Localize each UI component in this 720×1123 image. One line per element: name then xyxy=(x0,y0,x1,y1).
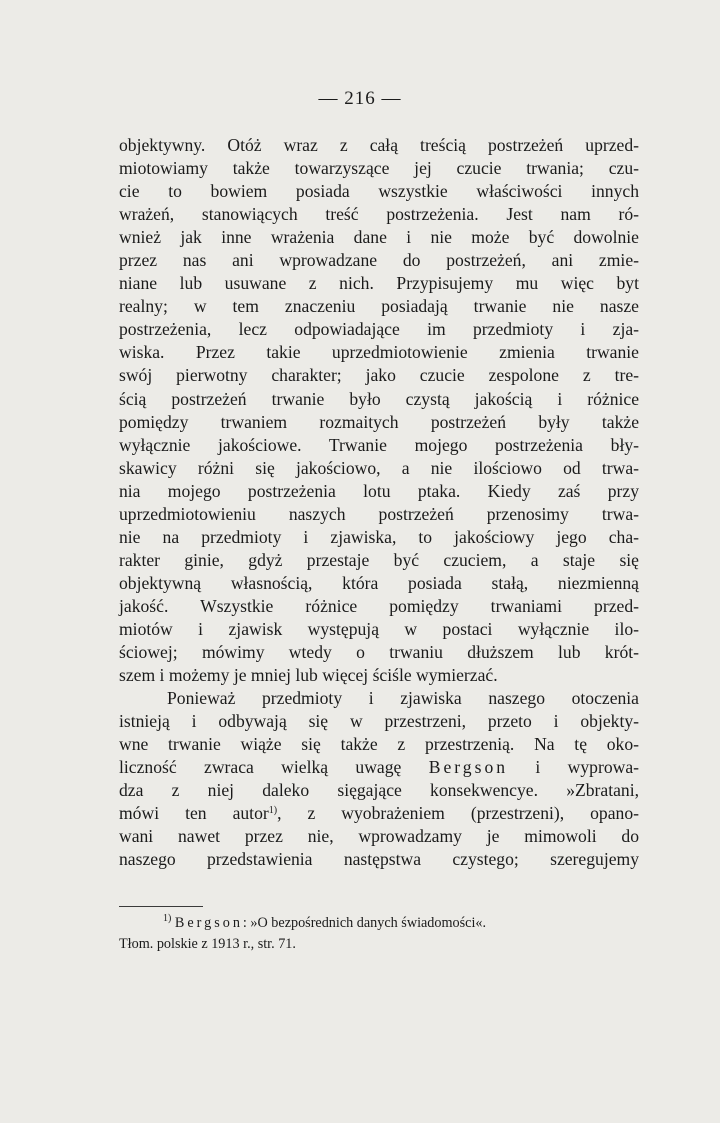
footnotes xyxy=(119,913,639,955)
footnote-line: Tłom. polskie z 1913 r., str. 71. xyxy=(119,936,296,952)
text-line: Ponieważ przedmioty i zjawiska naszego otoczenia xyxy=(167,688,639,709)
text-line: wnież jak inne wrażenia dane i nie może być dowolnie xyxy=(119,227,639,248)
text-line: wyłącznie jakościowe. Trwanie mojego postrzeżenia bły- xyxy=(119,434,639,455)
text-line: uprzedmiotowieniu naszych postrzeżeń przenosimy trwa- xyxy=(119,503,639,524)
text-line: istnieją i odbywają się w przestrzeni, przeto i objekty- xyxy=(119,711,639,732)
text-line: dza z niej daleko sięgające konsekwencye. »Zbratani, xyxy=(119,780,639,801)
text-line: szem i możemy je mniej lub więcej ściśle wymierzać. xyxy=(119,665,498,686)
text-line: wiska. Przez takie uprzedmiotowienie zmienia trwanie xyxy=(119,342,639,363)
footnote-title: : »O bezpośrednich danych świadomości«. xyxy=(242,915,487,931)
author-name: Bergson xyxy=(428,757,509,778)
text-line: miotowiamy także towarzyszące jej czucie trwania; czu- xyxy=(119,158,639,179)
text-line: rakter ginie, gdyż przestaje być czuciem, a staje się xyxy=(119,549,639,570)
text-line: przez nas ani wprowadzane do postrzeżeń, ani zmie- xyxy=(119,250,639,271)
text-line: swój pierwotny charakter; jako czucie zespolone z tre- xyxy=(119,365,639,386)
text-segment: mówi ten autor xyxy=(119,803,269,824)
footnote-line xyxy=(119,913,639,934)
footnote-reference: 1) xyxy=(268,805,278,817)
text-line: wrażeń, stanowiących treść postrzeżenia. Jest nam ró- xyxy=(119,204,639,225)
body-text xyxy=(119,134,639,872)
page-number: — 216 — xyxy=(318,88,402,109)
text-line xyxy=(119,802,639,825)
text-line: wani nawet przez nie, wprowadzamy je mimowoli do xyxy=(119,826,639,847)
text-line: skawicy różni się jakościowo, a nie ilościowo od trwa- xyxy=(119,457,639,478)
text-line: pomiędzy trwaniem rozmaitych postrzeżeń były także xyxy=(119,411,639,432)
text-line: miotów i zjawisk występują w postaci wyłącznie ilo- xyxy=(119,618,639,639)
footnote-author: Bergson xyxy=(174,915,243,931)
footnote-divider xyxy=(119,906,203,907)
text-line: niane lub usuwane z nich. Przypisujemy mu więc byt xyxy=(119,273,639,294)
paragraph-1 xyxy=(119,134,639,687)
text-segment: liczność zwraca wielką uwagę xyxy=(119,757,429,778)
text-line: objektywną własnością, która posiada stałą, niezmienną xyxy=(119,572,639,593)
text-line xyxy=(119,756,639,779)
text-line: jakość. Wszystkie różnice pomiędzy trwaniami przed- xyxy=(119,595,639,616)
text-line: postrzeżenia, lecz odpowiadające im przedmioty i zja- xyxy=(119,319,639,340)
text-line: cie to bowiem posiada wszystkie właściwości innych xyxy=(119,181,639,202)
text-line: ścią postrzeżeń trwanie było czystą jakością i różnice xyxy=(119,388,639,409)
text-line: nia mojego postrzeżenia lotu ptaka. Kiedy zaś przy xyxy=(119,480,639,501)
text-segment: , z wyobrażeniem (przestrzeni), opano- xyxy=(277,803,639,824)
text-line: objektywny. Otóż wraz z całą treścią postrzeżeń uprzed- xyxy=(119,135,639,155)
paragraph-2 xyxy=(119,687,639,871)
text-line: realny; w tem znaczeniu posiadają trwanie nie nasze xyxy=(119,296,639,317)
footnote-marker: 1) xyxy=(163,913,172,924)
text-segment: i wyprowa- xyxy=(508,757,639,778)
text-line: wne trwanie wiąże się także z przestrzenią. Na tę oko- xyxy=(119,734,639,755)
text-line: nie na przedmioty i zjawiska, to jakościowy jego cha- xyxy=(119,526,639,547)
text-line: ściowej; mówimy wtedy o trwaniu dłuższem lub krót- xyxy=(119,642,639,663)
text-line: naszego przedstawienia następstwa czystego; szeregujemy xyxy=(119,849,639,870)
